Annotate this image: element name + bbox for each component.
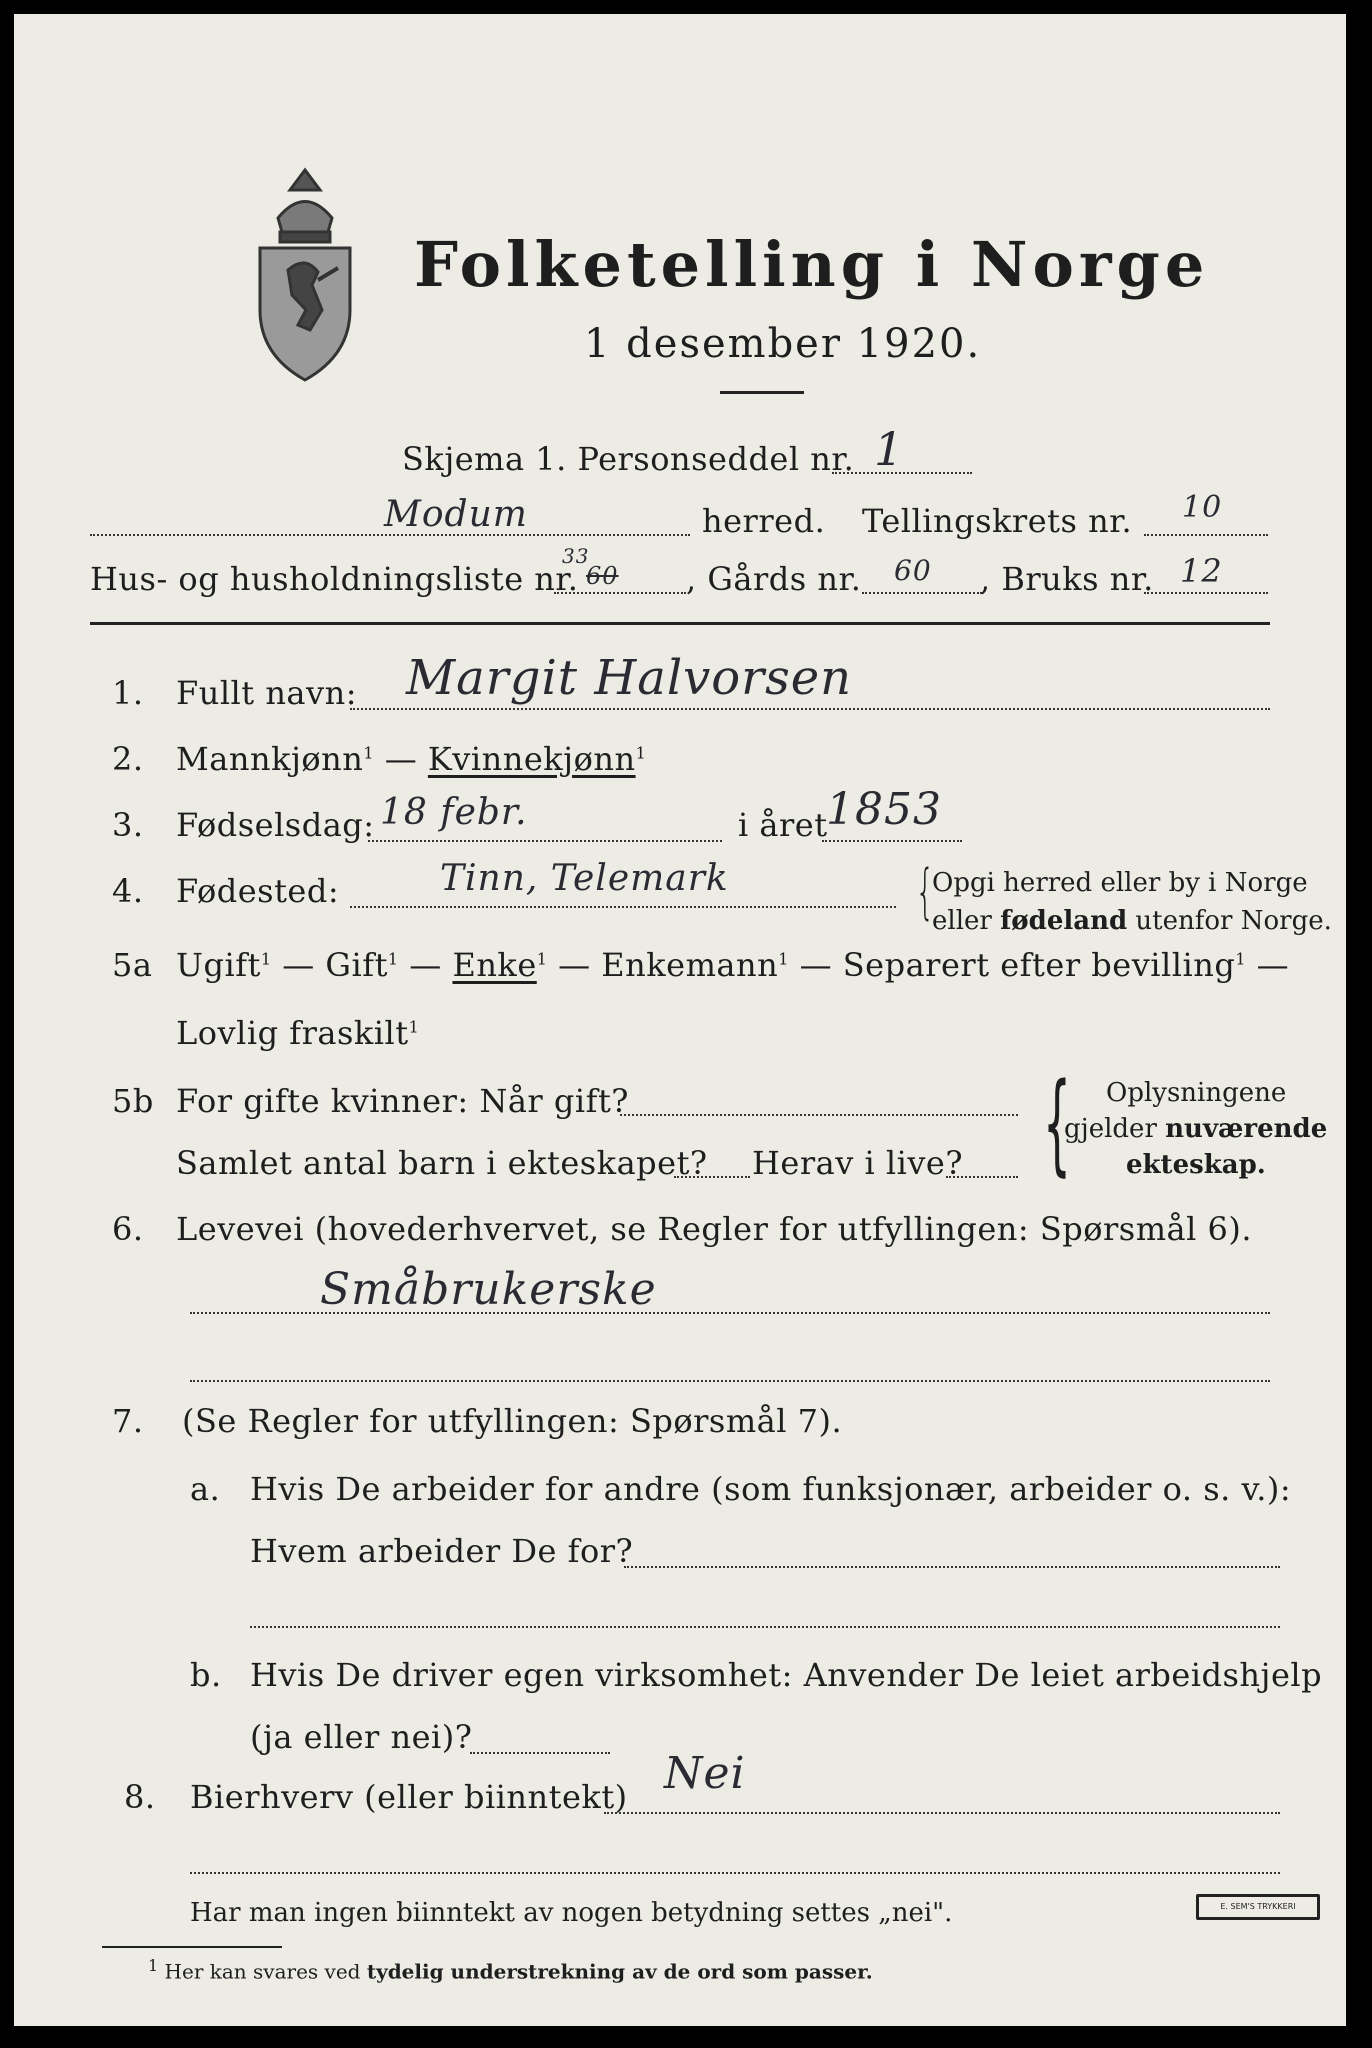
q2-female: Kvinnekjønn — [427, 740, 636, 778]
herred-label: herred. — [702, 502, 826, 540]
q5a-fraskilt — [176, 1014, 419, 1052]
q5b-label1: For gifte kvinner: Når gift? — [176, 1082, 629, 1120]
q2-number: 2. — [112, 740, 144, 778]
personseddel-value: 1 — [874, 422, 905, 476]
footnote — [148, 1956, 873, 1984]
q3-year-value: 1853 — [826, 784, 942, 835]
schema-label: Skjema 1. Personseddel nr. — [402, 440, 855, 478]
q7b-line — [470, 1752, 610, 1754]
q6-line-2 — [190, 1380, 1270, 1382]
header-rule — [90, 622, 1270, 625]
q6-value: Småbrukerske — [320, 1264, 657, 1315]
q7b-text: Hvis De driver egen virksomhet: Anvender De leiet arbeidshjelp — [250, 1656, 1323, 1694]
q1-number: 1. — [112, 674, 144, 712]
q5a-ugift: Ugift — [176, 946, 261, 984]
q6-number: 6. — [112, 1210, 144, 1248]
q5a-dash-2: — — [409, 946, 442, 984]
q7b-letter: b. — [190, 1656, 222, 1694]
coat-of-arms-icon — [250, 160, 360, 382]
footnote-number: 1 — [148, 1956, 159, 1975]
q5b-live-line — [946, 1176, 1018, 1178]
form-title: Folketelling i Norge — [414, 228, 1210, 301]
bruks-line — [1144, 592, 1268, 594]
q5a-separert: Separert efter bevilling — [842, 946, 1236, 984]
q5a-dash-3: — — [558, 946, 591, 984]
gards-line — [862, 592, 982, 594]
tellingskrets-value: 10 — [1182, 490, 1223, 525]
q4-note-b: fødeland — [1000, 906, 1128, 936]
census-date: 1 desember 1920. — [584, 321, 982, 367]
q4-note-c: utenfor Norge. — [1127, 906, 1332, 936]
q5a-enke-mark: 1 — [536, 949, 548, 969]
q5a-fraskilt-label: Lovlig fraskilt — [176, 1014, 409, 1052]
q5a-fraskilt-mark: 1 — [408, 1017, 420, 1037]
footnote-text-a: Her kan svares ved — [164, 1959, 367, 1984]
q7a-text: Hvis De arbeider for andre (som funksjonær, arbeider o. s. v.): — [250, 1470, 1292, 1508]
q2-options — [176, 740, 646, 778]
q4-number: 4. — [112, 872, 144, 910]
q5b-note-line2 — [1064, 1114, 1327, 1144]
husliste-line — [554, 592, 686, 594]
q3-label: Fødselsdag: — [176, 806, 375, 844]
q8-line-1 — [604, 1812, 1280, 1814]
husliste-label: Hus- og husholdningsliste nr. — [90, 560, 579, 598]
q5a-separert-mark: 1 — [1235, 949, 1246, 969]
q5a-enkemann-mark: 1 — [778, 949, 789, 969]
q7-label: (Se Regler for utfyllingen: Spørsmål 7). — [182, 1402, 843, 1440]
herred-value: Modum — [384, 494, 528, 535]
q7a-question: Hvem arbeider De for? — [250, 1532, 634, 1570]
q5a-dash-5: — — [1256, 946, 1290, 984]
bruks-value: 12 — [1180, 552, 1223, 590]
q5b-label3: Herav i live? — [752, 1144, 964, 1182]
q3-day-line — [368, 840, 722, 842]
q2-male-footnote-mark: 1 — [363, 743, 375, 763]
q2-male: Mannkjønn — [176, 740, 364, 778]
q5a-gift: Gift — [325, 946, 388, 984]
q4-note-line1: Opgi herred eller by i Norge — [932, 868, 1308, 898]
q1-value: Margit Halvorsen — [406, 650, 853, 706]
q7a-letter: a. — [190, 1470, 221, 1508]
gards-value: 60 — [894, 554, 932, 587]
q5b-barn-line — [674, 1176, 750, 1178]
q5a-ugift-mark: 1 — [260, 949, 272, 969]
q8-number: 8. — [124, 1778, 156, 1816]
q8-value: Nei — [664, 1748, 746, 1799]
tellingskrets-label: Tellingskrets nr. — [862, 502, 1133, 540]
title-divider — [720, 391, 804, 394]
q5b-note-line1: Oplysningene — [1106, 1078, 1287, 1108]
q5a-dash-1: — — [282, 946, 315, 984]
q4-note-a: eller — [932, 906, 1001, 936]
q5b-gift-line — [620, 1114, 1018, 1116]
q1-label: Fullt navn: — [176, 674, 357, 712]
bruks-label: , Bruks nr. — [980, 560, 1154, 598]
q5b-note-b: nuværende — [1165, 1114, 1328, 1144]
q5b-brace: { — [1043, 1059, 1071, 1187]
printer-stamp: E. SEM'S TRYKKERI — [1196, 1894, 1320, 1920]
q5b-note-line3: ekteskap. — [1126, 1150, 1266, 1180]
q4-brace: { — [915, 857, 935, 927]
q7-number: 7. — [112, 1402, 144, 1440]
q2-female-footnote-mark: 1 — [635, 743, 647, 763]
q6-label: Levevei (hovederhvervet, se Regler for utfyllingen: Spørsmål 6). — [176, 1210, 1253, 1248]
q5a-options — [176, 946, 1289, 984]
q3-year-line — [822, 840, 962, 842]
q8-line-2 — [190, 1872, 1280, 1874]
tellingskrets-line — [1144, 534, 1268, 536]
q4-line — [350, 906, 896, 908]
q8-label: Bierhverv (eller biinntekt) — [190, 1778, 628, 1816]
q1-line — [350, 708, 1270, 710]
q4-value: Tinn, Telemark — [440, 858, 729, 899]
q5a-gift-mark: 1 — [387, 949, 399, 969]
q5b-label2: Samlet antal barn i ekteskapet? — [176, 1144, 708, 1182]
q3-value: 18 febr. — [380, 792, 528, 833]
q2-dash: — — [384, 740, 418, 778]
q7b-question: (ja eller nei)? — [250, 1718, 473, 1756]
q5a-enke: Enke — [452, 946, 537, 984]
q3-number: 3. — [112, 806, 144, 844]
footnote-text-b: tydelig understrekning av de ord som passer. — [366, 1959, 873, 1984]
q7a-line-2 — [250, 1626, 1280, 1628]
footnote-rule — [102, 1946, 282, 1948]
q5a-number: 5a — [112, 946, 153, 984]
q5a-dash-4: — — [799, 946, 833, 984]
q7a-line-1 — [624, 1566, 1280, 1568]
q5b-note-a: gjelder — [1064, 1114, 1166, 1144]
husliste-value-top: 33 — [562, 544, 590, 568]
q5b-number: 5b — [112, 1082, 154, 1120]
q4-label: Fødested: — [176, 872, 340, 910]
q3-year-label: i året — [738, 806, 828, 844]
q6-line-1 — [190, 1312, 1270, 1314]
husliste-value: 60 — [586, 562, 619, 590]
q5a-enkemann: Enkemann — [601, 946, 779, 984]
footer-note: Har man ingen biinntekt av nogen betydning settes „nei". — [190, 1898, 953, 1928]
gards-label: , Gårds nr. — [686, 560, 862, 598]
q4-note-line2 — [932, 906, 1332, 936]
census-form — [14, 14, 1346, 2026]
